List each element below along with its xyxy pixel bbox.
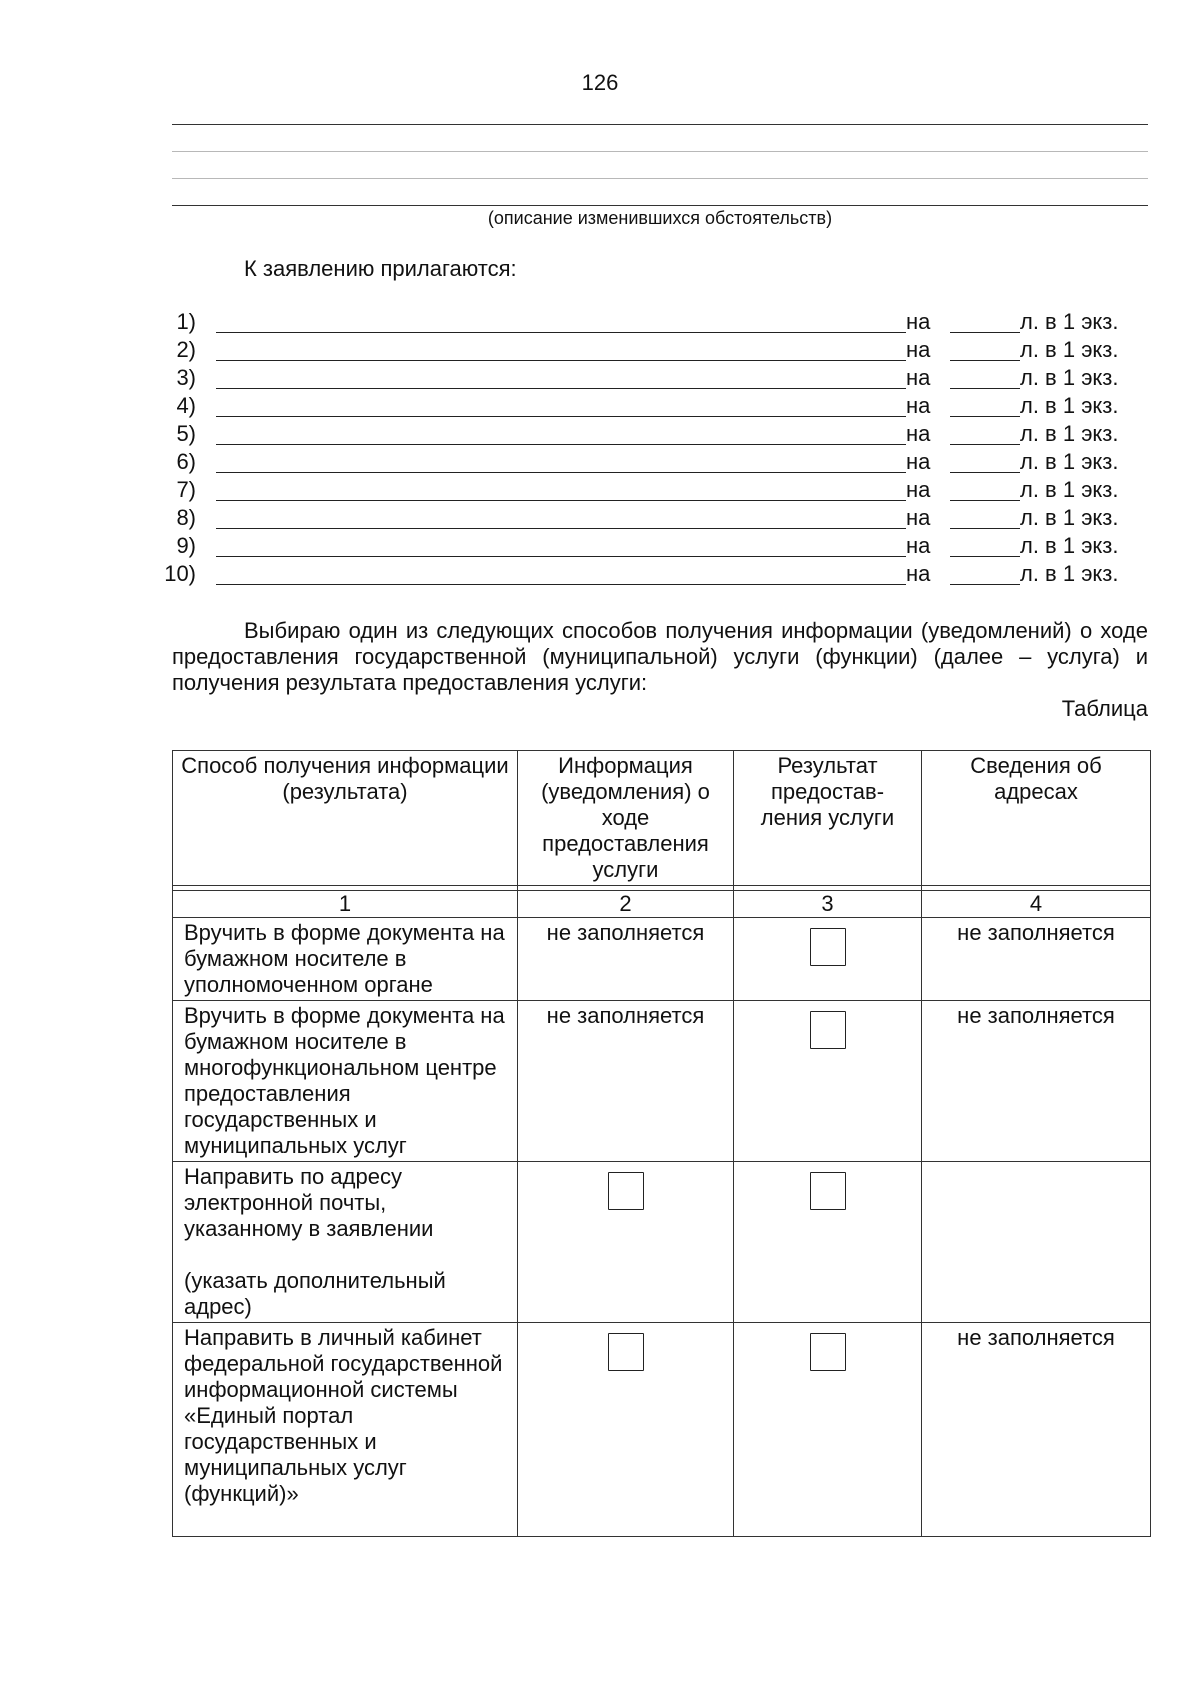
attachment-name-field[interactable]: [216, 444, 906, 445]
header-info: Информация (уведомления) о ходе предоставления услуги: [518, 751, 734, 886]
info-cell: не заполняется: [518, 1001, 734, 1162]
attachment-pages-field[interactable]: [950, 332, 1020, 333]
attachment-row: [150, 476, 1150, 504]
header-result: Результат предостав-ления услуги: [734, 751, 922, 886]
table-row: [173, 1001, 1151, 1162]
info-cell: не заполняется: [518, 918, 734, 1001]
attachment-suffix-label: л. в 1 экз.: [1020, 449, 1119, 474]
attachment-number: 5): [176, 421, 196, 446]
description-line-4[interactable]: [172, 205, 1148, 206]
attachment-number: 1): [176, 309, 196, 334]
column-number: 1: [173, 891, 518, 918]
column-numbers-row: [173, 891, 1151, 918]
spacer: [184, 1242, 509, 1268]
attachment-row: [150, 532, 1150, 560]
attachment-suffix-label: л. в 1 экз.: [1020, 533, 1119, 558]
attachment-row: [150, 364, 1150, 392]
attachment-na-label: на: [906, 477, 931, 502]
table-row: [173, 1323, 1151, 1537]
attachment-number: 7): [176, 477, 196, 502]
attachments-list: [150, 308, 1150, 588]
attachment-name-field[interactable]: [216, 332, 906, 333]
attachment-pages-field[interactable]: [950, 360, 1020, 361]
address-cell[interactable]: [922, 1162, 1151, 1323]
table-caption: Таблица: [1061, 696, 1148, 721]
attachment-number: 6): [176, 449, 196, 474]
attachment-na-label: на: [906, 561, 931, 586]
attachment-suffix-label: л. в 1 экз.: [1020, 561, 1119, 586]
result-cell: [734, 1323, 922, 1537]
info-checkbox[interactable]: [608, 1172, 644, 1210]
attachment-name-field[interactable]: [216, 584, 906, 585]
method-text: Направить по адресу электронной почты, указанному в заявлении: [184, 1164, 434, 1241]
attachment-suffix-label: л. в 1 экз.: [1020, 393, 1119, 418]
result-cell: [734, 1162, 922, 1323]
table-header-row: [173, 751, 1151, 886]
header-addresses: Сведения об адресах: [922, 751, 1151, 886]
info-cell: [518, 1162, 734, 1323]
attachment-suffix-label: л. в 1 экз.: [1020, 365, 1119, 390]
page-number: 126: [581, 70, 619, 95]
attachment-row: [150, 560, 1150, 588]
attachments-intro: К заявлению прилагаются:: [244, 256, 517, 281]
attachment-name-field[interactable]: [216, 500, 906, 501]
attachment-na-label: на: [906, 393, 931, 418]
result-checkbox[interactable]: [810, 1172, 846, 1210]
method-cell: Вручить в форме документа на бумажном носителе в многофункциональном центре предоставления государственных и муниципальных услуг: [173, 1001, 518, 1162]
attachment-row: [150, 448, 1150, 476]
description-line-3[interactable]: [172, 178, 1148, 179]
method-selection-paragraph: [172, 618, 1148, 696]
attachment-na-label: на: [906, 421, 931, 446]
attachment-name-field[interactable]: [216, 416, 906, 417]
attachment-name-field[interactable]: [216, 360, 906, 361]
attachment-na-label: на: [906, 337, 931, 362]
table-row: [173, 1162, 1151, 1323]
table-row: [173, 918, 1151, 1001]
attachment-suffix-label: л. в 1 экз.: [1020, 477, 1119, 502]
attachment-pages-field[interactable]: [950, 584, 1020, 585]
address-cell: не заполняется: [922, 1323, 1151, 1537]
info-cell: [518, 1323, 734, 1537]
address-cell: не заполняется: [922, 1001, 1151, 1162]
attachment-number: 3): [176, 365, 196, 390]
attachment-pages-field[interactable]: [950, 500, 1020, 501]
result-checkbox[interactable]: [810, 928, 846, 966]
attachment-pages-field[interactable]: [950, 416, 1020, 417]
method-cell: Вручить в форме документа на бумажном носителе в уполномоченном органе: [173, 918, 518, 1001]
attachment-pages-field[interactable]: [950, 444, 1020, 445]
attachment-na-label: на: [906, 309, 931, 334]
attachment-na-label: на: [906, 365, 931, 390]
address-cell: не заполняется: [922, 918, 1151, 1001]
column-number: 2: [518, 891, 734, 918]
attachment-suffix-label: л. в 1 экз.: [1020, 309, 1119, 334]
column-number: 4: [922, 891, 1151, 918]
attachment-row: [150, 308, 1150, 336]
methods-table: [172, 750, 1151, 1537]
header-method: Способ получения информации (результата): [173, 751, 518, 886]
method-note: (указать дополнительный адрес): [184, 1268, 446, 1319]
attachment-row: [150, 392, 1150, 420]
info-checkbox[interactable]: [608, 1333, 644, 1371]
attachment-pages-field[interactable]: [950, 528, 1020, 529]
column-number: 3: [734, 891, 922, 918]
method-cell: Направить в личный кабинет федеральной государственной информационной системы «Единый портал государственных и муниципальных услуг (функций)»: [173, 1323, 518, 1537]
description-line-1[interactable]: [172, 124, 1148, 125]
attachment-row: [150, 336, 1150, 364]
attachment-number: 4): [176, 393, 196, 418]
attachment-row: [150, 504, 1150, 532]
attachment-name-field[interactable]: [216, 388, 906, 389]
result-cell: [734, 1001, 922, 1162]
attachment-pages-field[interactable]: [950, 556, 1020, 557]
description-caption: (описание изменившихся обстоятельств): [487, 208, 833, 228]
attachment-na-label: на: [906, 449, 931, 474]
result-checkbox[interactable]: [810, 1333, 846, 1371]
attachment-number: 2): [176, 337, 196, 362]
attachment-number: 9): [176, 533, 196, 558]
attachment-name-field[interactable]: [216, 472, 906, 473]
attachment-row: [150, 420, 1150, 448]
attachment-pages-field[interactable]: [950, 388, 1020, 389]
attachment-suffix-label: л. в 1 экз.: [1020, 337, 1119, 362]
method-cell: [173, 1162, 518, 1323]
attachment-na-label: на: [906, 505, 931, 530]
attachment-na-label: на: [906, 533, 931, 558]
attachment-number: 8): [176, 505, 196, 530]
attachment-name-field[interactable]: [216, 556, 906, 557]
result-cell: [734, 918, 922, 1001]
attachment-suffix-label: л. в 1 экз.: [1020, 421, 1119, 446]
method-selection-text: Выбираю один из следующих способов получения информации (уведомлений) о ходе предоставления государственной (муниципальной) услуги (функции) (далее – услуга) и получения результата предоставления услуги:: [172, 618, 1148, 695]
attachment-suffix-label: л. в 1 экз.: [1020, 505, 1119, 530]
description-line-2[interactable]: [172, 151, 1148, 152]
attachment-number: 10): [164, 561, 196, 586]
attachment-pages-field[interactable]: [950, 472, 1020, 473]
attachment-name-field[interactable]: [216, 528, 906, 529]
result-checkbox[interactable]: [810, 1011, 846, 1049]
